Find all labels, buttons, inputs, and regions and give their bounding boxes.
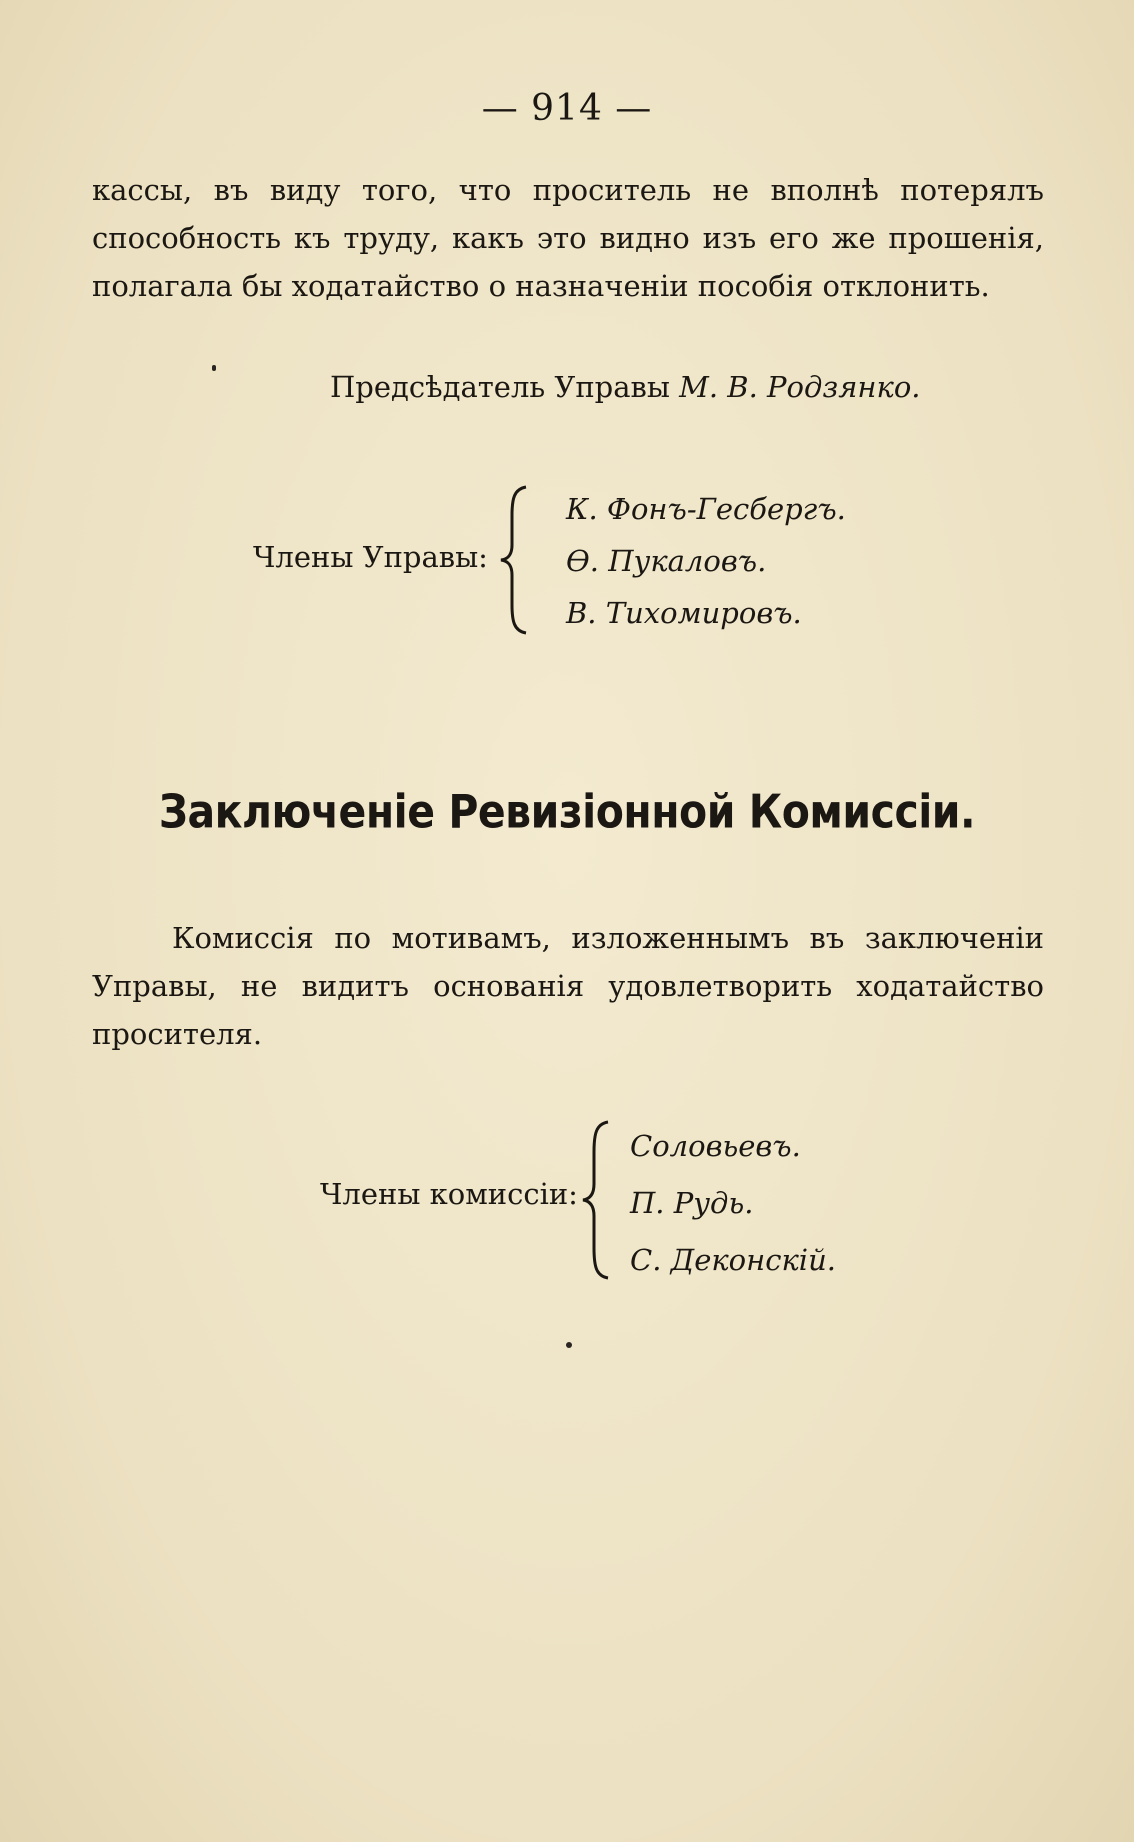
curly-brace-icon [498,485,532,635]
chairman-signature [330,370,1050,404]
commission-member-name: Соловьевъ. [630,1129,801,1163]
section-heading: Заключеніе Ревизіонной Комиссіи. [158,785,976,839]
commission-members-label: Члены комиссіи: [320,1177,578,1211]
commission-member-name: С. Деконскій. [630,1243,836,1277]
board-member-name: В. Тихомировъ. [566,596,802,630]
text-line: Комиссія по мотивамъ, изложеннымъ въ заключеніи [172,921,1044,955]
text-line: кассы, въ виду того, что проситель не вполнѣ потерялъ [92,173,1044,207]
chairman-title: Предсѣдатель Управы [330,370,670,404]
text-line: Управы, не видитъ основанія удовлетворить ходатайство [92,969,1044,1003]
chairman-name: М. В. Родзянко. [679,370,921,404]
commission-members-names [630,1118,836,1289]
curly-brace-icon [580,1120,614,1280]
board-members-label: Члены Управы: [253,540,488,574]
paragraph-commission-opinion [92,914,1044,1058]
text-line: полагала бы ходатайство о назначеніи пособія отклонить. [92,269,990,303]
board-member-name: Ѳ. Пукаловъ. [566,544,767,578]
ink-speck [212,365,216,371]
page-number: — 914 — [481,88,653,129]
paragraph-board-opinion [92,166,1044,310]
board-members-names [566,483,846,639]
ink-speck [566,1342,572,1348]
commission-member-name: П. Рудь. [630,1186,754,1220]
text-line: способность къ труду, какъ это видно изъ его же прошенія, [92,221,1044,255]
text-line: просителя. [92,1017,263,1051]
board-member-name: К. Фонъ-Гесбергъ. [566,492,846,526]
